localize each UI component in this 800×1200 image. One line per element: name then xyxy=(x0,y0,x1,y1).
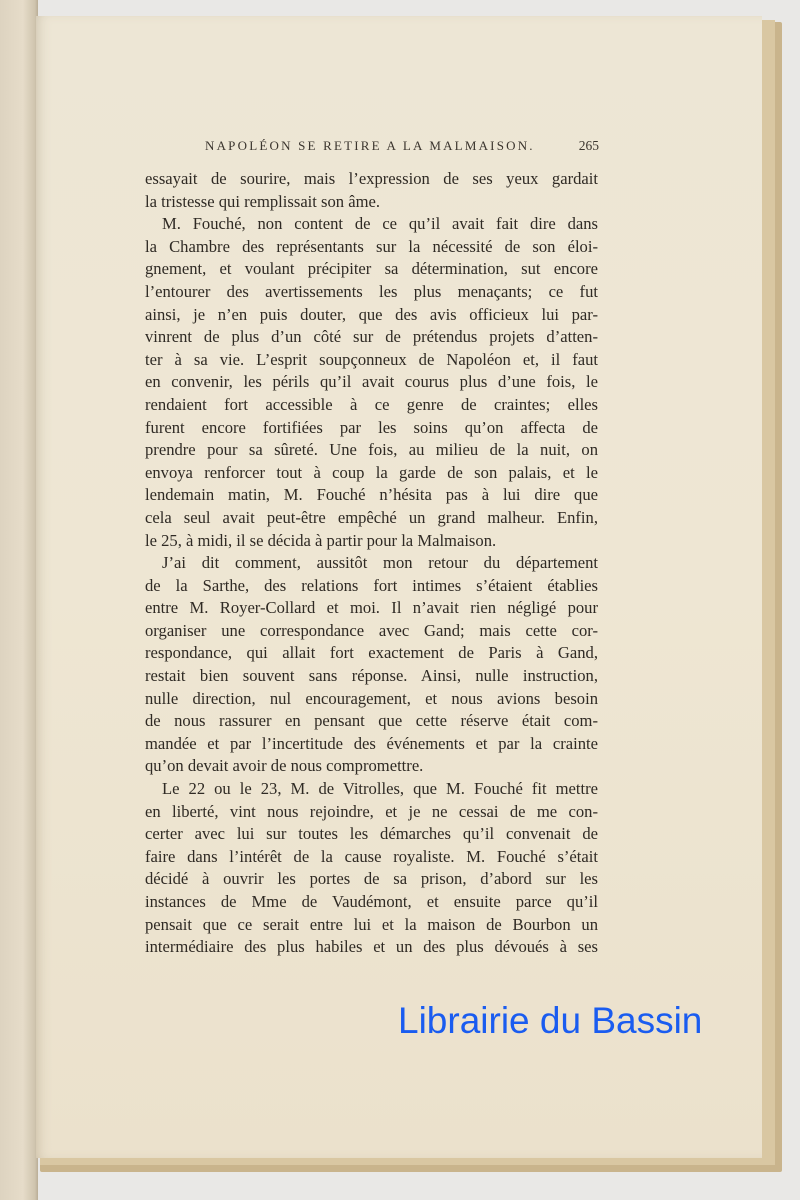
text-line: de nous rassurer en pensant que cette réserve était com- xyxy=(145,711,598,731)
text-line: prendre pour sa sûreté. Une fois, au milieu de la nuit, on xyxy=(145,440,598,460)
text-line: furent encore fortifiées par les soins qu’on affecta de xyxy=(145,417,598,437)
text-line: instances de Mme de Vaudémont, et ensuite parce qu’il xyxy=(145,892,598,911)
text-line: lendemain matin, M. Fouché n’hésita pas à lui dire que xyxy=(145,485,598,505)
text-line: essayait de sourire, mais l’expression de ses yeux gardait xyxy=(145,169,598,188)
text-line: faire dans l’intérêt de la cause royaliste. M. Fouché s’était xyxy=(145,846,598,866)
body-text xyxy=(145,168,598,959)
watermark-librairie: Librairie du Bassin xyxy=(398,1000,703,1041)
text-line: le 25, à midi, il se décida à partir pour la Malmaison. xyxy=(145,530,497,550)
text-line: nulle direction, nul encouragement, et nous avions besoin xyxy=(145,688,598,708)
page-number: 265 xyxy=(578,138,599,153)
text-line: certer avec lui sur toutes les démarches qu’il convenait de xyxy=(145,824,598,844)
text-line: ter à sa vie. L’esprit soupçonneux de Napoléon et, il faut xyxy=(145,349,598,369)
text-line: la tristesse qui remplissait son âme. xyxy=(145,191,381,211)
text-line: envoya renforcer tout à coup la garde de son palais, et le xyxy=(145,462,598,482)
text-line: l’entourer des avertissements les plus menaçants; ce fut xyxy=(145,281,598,301)
running-head xyxy=(205,138,599,158)
text-line: mandée et par l’incertitude des événements et par la crainte xyxy=(145,733,598,753)
text-line: pensait que ce serait entre lui et la maison de Bourbon un xyxy=(145,914,598,934)
text-line: restait bien souvent sans réponse. Ainsi, nulle instruction, xyxy=(145,666,598,686)
text-line: entre M. Royer-Collard et moi. Il n’avait rien négligé pour xyxy=(145,598,598,618)
text-line: vinrent de plus d’un côté sur de prétendus projets d’atten- xyxy=(145,327,598,347)
text-line: rendaient fort accessible à ce genre de craintes; elles xyxy=(145,394,598,414)
text-line: M. Fouché, non content de ce qu’il avait fait dire dans xyxy=(162,214,598,234)
text-line: intermédiaire des plus habiles et un des plus dévoués à ses xyxy=(145,937,598,957)
facing-page-edge xyxy=(0,0,38,1200)
running-head-title: NAPOLÉON SE RETIRE A LA MALMAISON. xyxy=(205,138,535,153)
text-line: en liberté, vint nous rejoindre, et je ne cessai de me con- xyxy=(145,801,598,821)
text-line: qu’on devait avoir de nous compromettre. xyxy=(145,756,424,776)
text-line: cela seul avait peut-être empêché un grand malheur. Enfin, xyxy=(145,507,598,527)
text-line: organiser une correspondance avec Gand; mais cette cor- xyxy=(145,620,598,640)
text-line: la Chambre des représentants sur la nécessité de son éloi- xyxy=(145,236,598,256)
text-line: Le 22 ou le 23, M. de Vitrolles, que M. Fouché fit mettre xyxy=(162,779,598,799)
text-line: de la Sarthe, des relations fort intimes s’étaient établies xyxy=(145,575,598,595)
text-line: ainsi, je n’en puis douter, que des avis officieux lui par- xyxy=(145,304,598,324)
text-line: gnement, et voulant précipiter sa détermination, sut encore xyxy=(145,259,598,279)
text-line: J’ai dit comment, aussitôt mon retour du département xyxy=(162,553,598,573)
text-line: respondance, qui allait fort exactement de Paris à Gand, xyxy=(145,643,598,663)
text-line: en convenir, les périls qu’il avait courus plus d’une fois, le xyxy=(145,372,598,392)
text-line: décidé à ouvrir les portes de sa prison, d’abord sur les xyxy=(145,869,598,889)
